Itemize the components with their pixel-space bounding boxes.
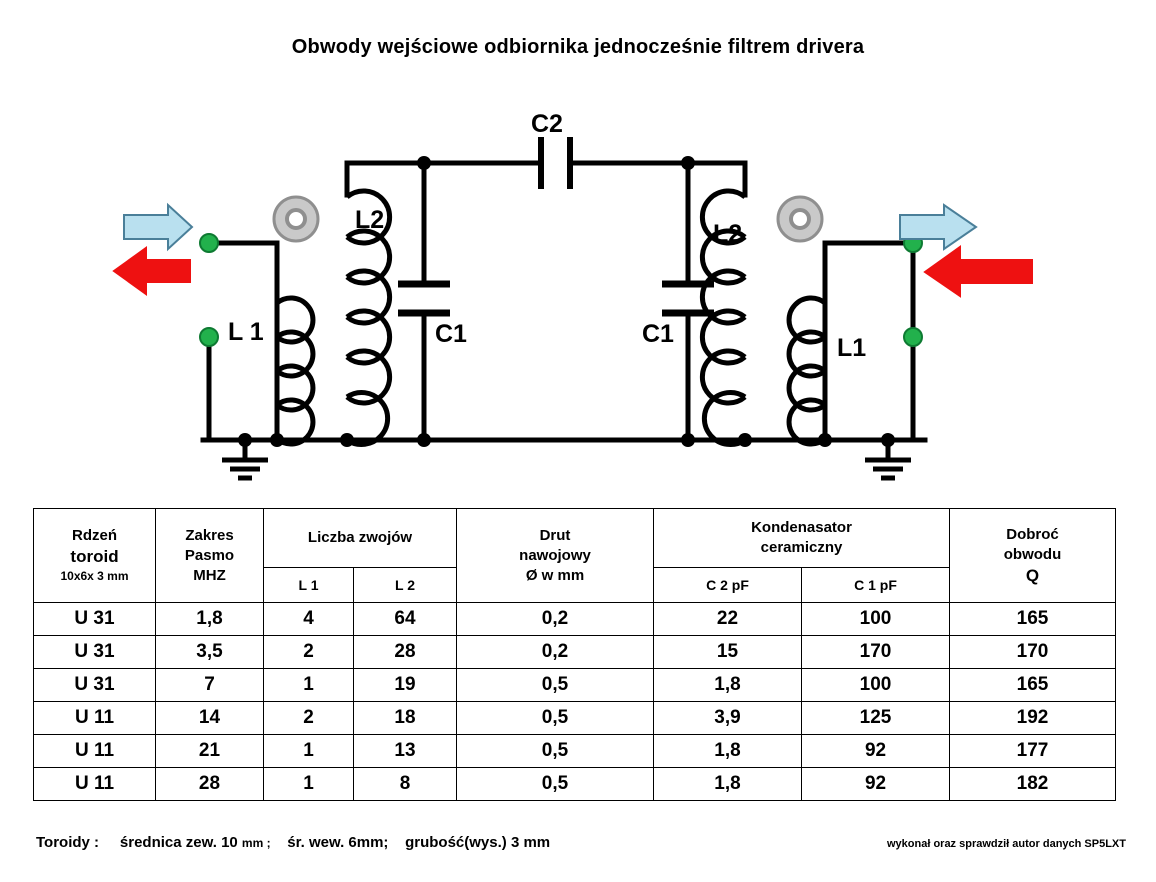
- cell-c2: 1,8: [654, 768, 802, 801]
- arrow-out-right-icon: [925, 247, 1032, 296]
- cell-c1: 170: [802, 636, 950, 669]
- specs-table-wrapper: [33, 508, 1115, 801]
- cell-c1: 125: [802, 702, 950, 735]
- header-q-line2: obwodu: [1003, 545, 1062, 563]
- cell-c1: 100: [802, 669, 950, 702]
- cell-wire: 0,5: [457, 702, 654, 735]
- header-capacitor-line2: ceramiczny: [760, 539, 843, 556]
- header-q-line1: Dobroć: [1006, 525, 1059, 543]
- header-core-line3: 10x6x 3 mm: [60, 569, 129, 583]
- header-q-line3: Q: [1025, 565, 1040, 585]
- cell-l2: 64: [354, 603, 457, 636]
- footnote-outer-unit: mm ;: [241, 836, 271, 850]
- footnote-thick-value: 3 mm: [510, 834, 551, 851]
- arrow-out-left-icon: [114, 248, 190, 294]
- cell-q: 182: [950, 768, 1116, 801]
- cell-l2: 18: [354, 702, 457, 735]
- header-wire-line2: nawojowy: [519, 546, 591, 564]
- cell-core: U 11: [34, 702, 156, 735]
- cell-band: 1,8: [156, 603, 264, 636]
- cell-l1: 2: [264, 636, 354, 669]
- table-row: [34, 768, 1116, 801]
- cell-wire: 0,5: [457, 735, 654, 768]
- ground-left-icon: [222, 440, 268, 478]
- footnote-lead: Toroidy :: [36, 834, 100, 851]
- header-band: [156, 509, 264, 603]
- footnote-outer-value: 10: [221, 834, 238, 851]
- cell-q: 165: [950, 603, 1116, 636]
- cell-band: 3,5: [156, 636, 264, 669]
- cell-l1: 4: [264, 603, 354, 636]
- cell-wire: 0,2: [457, 636, 654, 669]
- label-l1-right: L1: [837, 334, 867, 362]
- cell-core: U 11: [34, 735, 156, 768]
- cell-wire: 0,5: [457, 669, 654, 702]
- terminal-left-top: [200, 234, 218, 252]
- cell-l1: 1: [264, 669, 354, 702]
- cell-wire: 0,5: [457, 768, 654, 801]
- label-l2-right: L2: [713, 220, 743, 248]
- table-row: [34, 636, 1116, 669]
- header-q: [950, 509, 1116, 603]
- cell-l1: 1: [264, 735, 354, 768]
- cell-l1: 1: [264, 768, 354, 801]
- header-core: [34, 509, 156, 603]
- terminal-right-bottom: [904, 328, 922, 346]
- label-l2-left: L2: [355, 206, 385, 234]
- cell-q: 170: [950, 636, 1116, 669]
- header-core-line1: Rdzeń: [72, 527, 117, 544]
- coil-l1-right-symbol: [789, 298, 825, 444]
- header-band-line1: Zakres: [185, 526, 234, 544]
- toroid-core-left-icon: [274, 197, 318, 241]
- footnote-thick-label: grubość(wys.): [405, 834, 507, 851]
- cell-band: 14: [156, 702, 264, 735]
- table-row: [34, 735, 1116, 768]
- header-turns-l1: L 1: [264, 568, 354, 603]
- cell-c2: 1,8: [654, 735, 802, 768]
- header-core-line2: toroid: [70, 547, 119, 566]
- specs-table: [33, 508, 1116, 801]
- cell-core: U 31: [34, 669, 156, 702]
- header-wire: [457, 509, 654, 603]
- header-band-line3: MHZ: [193, 566, 226, 584]
- capacitor-c2-symbol: [541, 137, 570, 189]
- header-capacitor-line1: Kondenasator: [751, 519, 852, 536]
- header-capacitor: [654, 509, 950, 568]
- cell-c2: 15: [654, 636, 802, 669]
- footnote: [36, 834, 550, 851]
- circuit-schematic: [0, 75, 1156, 505]
- header-wire-line1: Drut: [539, 526, 571, 544]
- table-row: [34, 702, 1116, 735]
- cell-l1: 2: [264, 702, 354, 735]
- cell-c2: 1,8: [654, 669, 802, 702]
- cell-band: 21: [156, 735, 264, 768]
- header-turns-l2: L 2: [354, 568, 457, 603]
- footnote-outer-label: średnica zew.: [119, 834, 217, 851]
- label-c1-right: C1: [642, 320, 674, 348]
- cell-c1: 100: [802, 603, 950, 636]
- cell-l2: 28: [354, 636, 457, 669]
- cell-c1: 92: [802, 735, 950, 768]
- page-title: Obwody wejściowe odbiornika jednocześnie filtrem drivera: [291, 36, 865, 58]
- footnote-inner: śr. wew. 6mm;: [287, 834, 389, 851]
- cell-l2: 19: [354, 669, 457, 702]
- capacitor-c1-left-symbol: [398, 284, 450, 313]
- header-wire-line3: Ø w mm: [525, 566, 585, 584]
- header-cap-c2: C 2 pF: [654, 568, 802, 603]
- header-cap-c1: C 1 pF: [802, 568, 950, 603]
- cell-wire: 0,2: [457, 603, 654, 636]
- table-row: [34, 603, 1116, 636]
- cell-core: U 31: [34, 636, 156, 669]
- cell-band: 28: [156, 768, 264, 801]
- label-c2: C2: [531, 110, 563, 138]
- cell-c2: 3,9: [654, 702, 802, 735]
- arrow-in-left-icon: [124, 205, 192, 249]
- label-c1-left: C1: [435, 320, 467, 348]
- cell-band: 7: [156, 669, 264, 702]
- toroid-core-right-icon: [778, 197, 822, 241]
- header-band-line2: Pasmo: [184, 546, 235, 564]
- cell-core: U 11: [34, 768, 156, 801]
- terminal-left-bottom: [200, 328, 218, 346]
- cell-q: 192: [950, 702, 1116, 735]
- table-row: [34, 669, 1116, 702]
- cell-q: 177: [950, 735, 1116, 768]
- coil-l1-left-symbol: [277, 298, 313, 444]
- table-header-row-1: [34, 509, 1116, 568]
- cell-l2: 8: [354, 768, 457, 801]
- cell-c1: 92: [802, 768, 950, 801]
- cell-core: U 31: [34, 603, 156, 636]
- cell-c2: 22: [654, 603, 802, 636]
- label-l1-left: L 1: [228, 318, 264, 346]
- cell-l2: 13: [354, 735, 457, 768]
- header-turns: Liczba zwojów: [264, 509, 457, 568]
- ground-right-icon: [865, 440, 911, 478]
- author-credit: wykonał oraz sprawdził autor danych SP5LXT: [886, 838, 1126, 850]
- cell-q: 165: [950, 669, 1116, 702]
